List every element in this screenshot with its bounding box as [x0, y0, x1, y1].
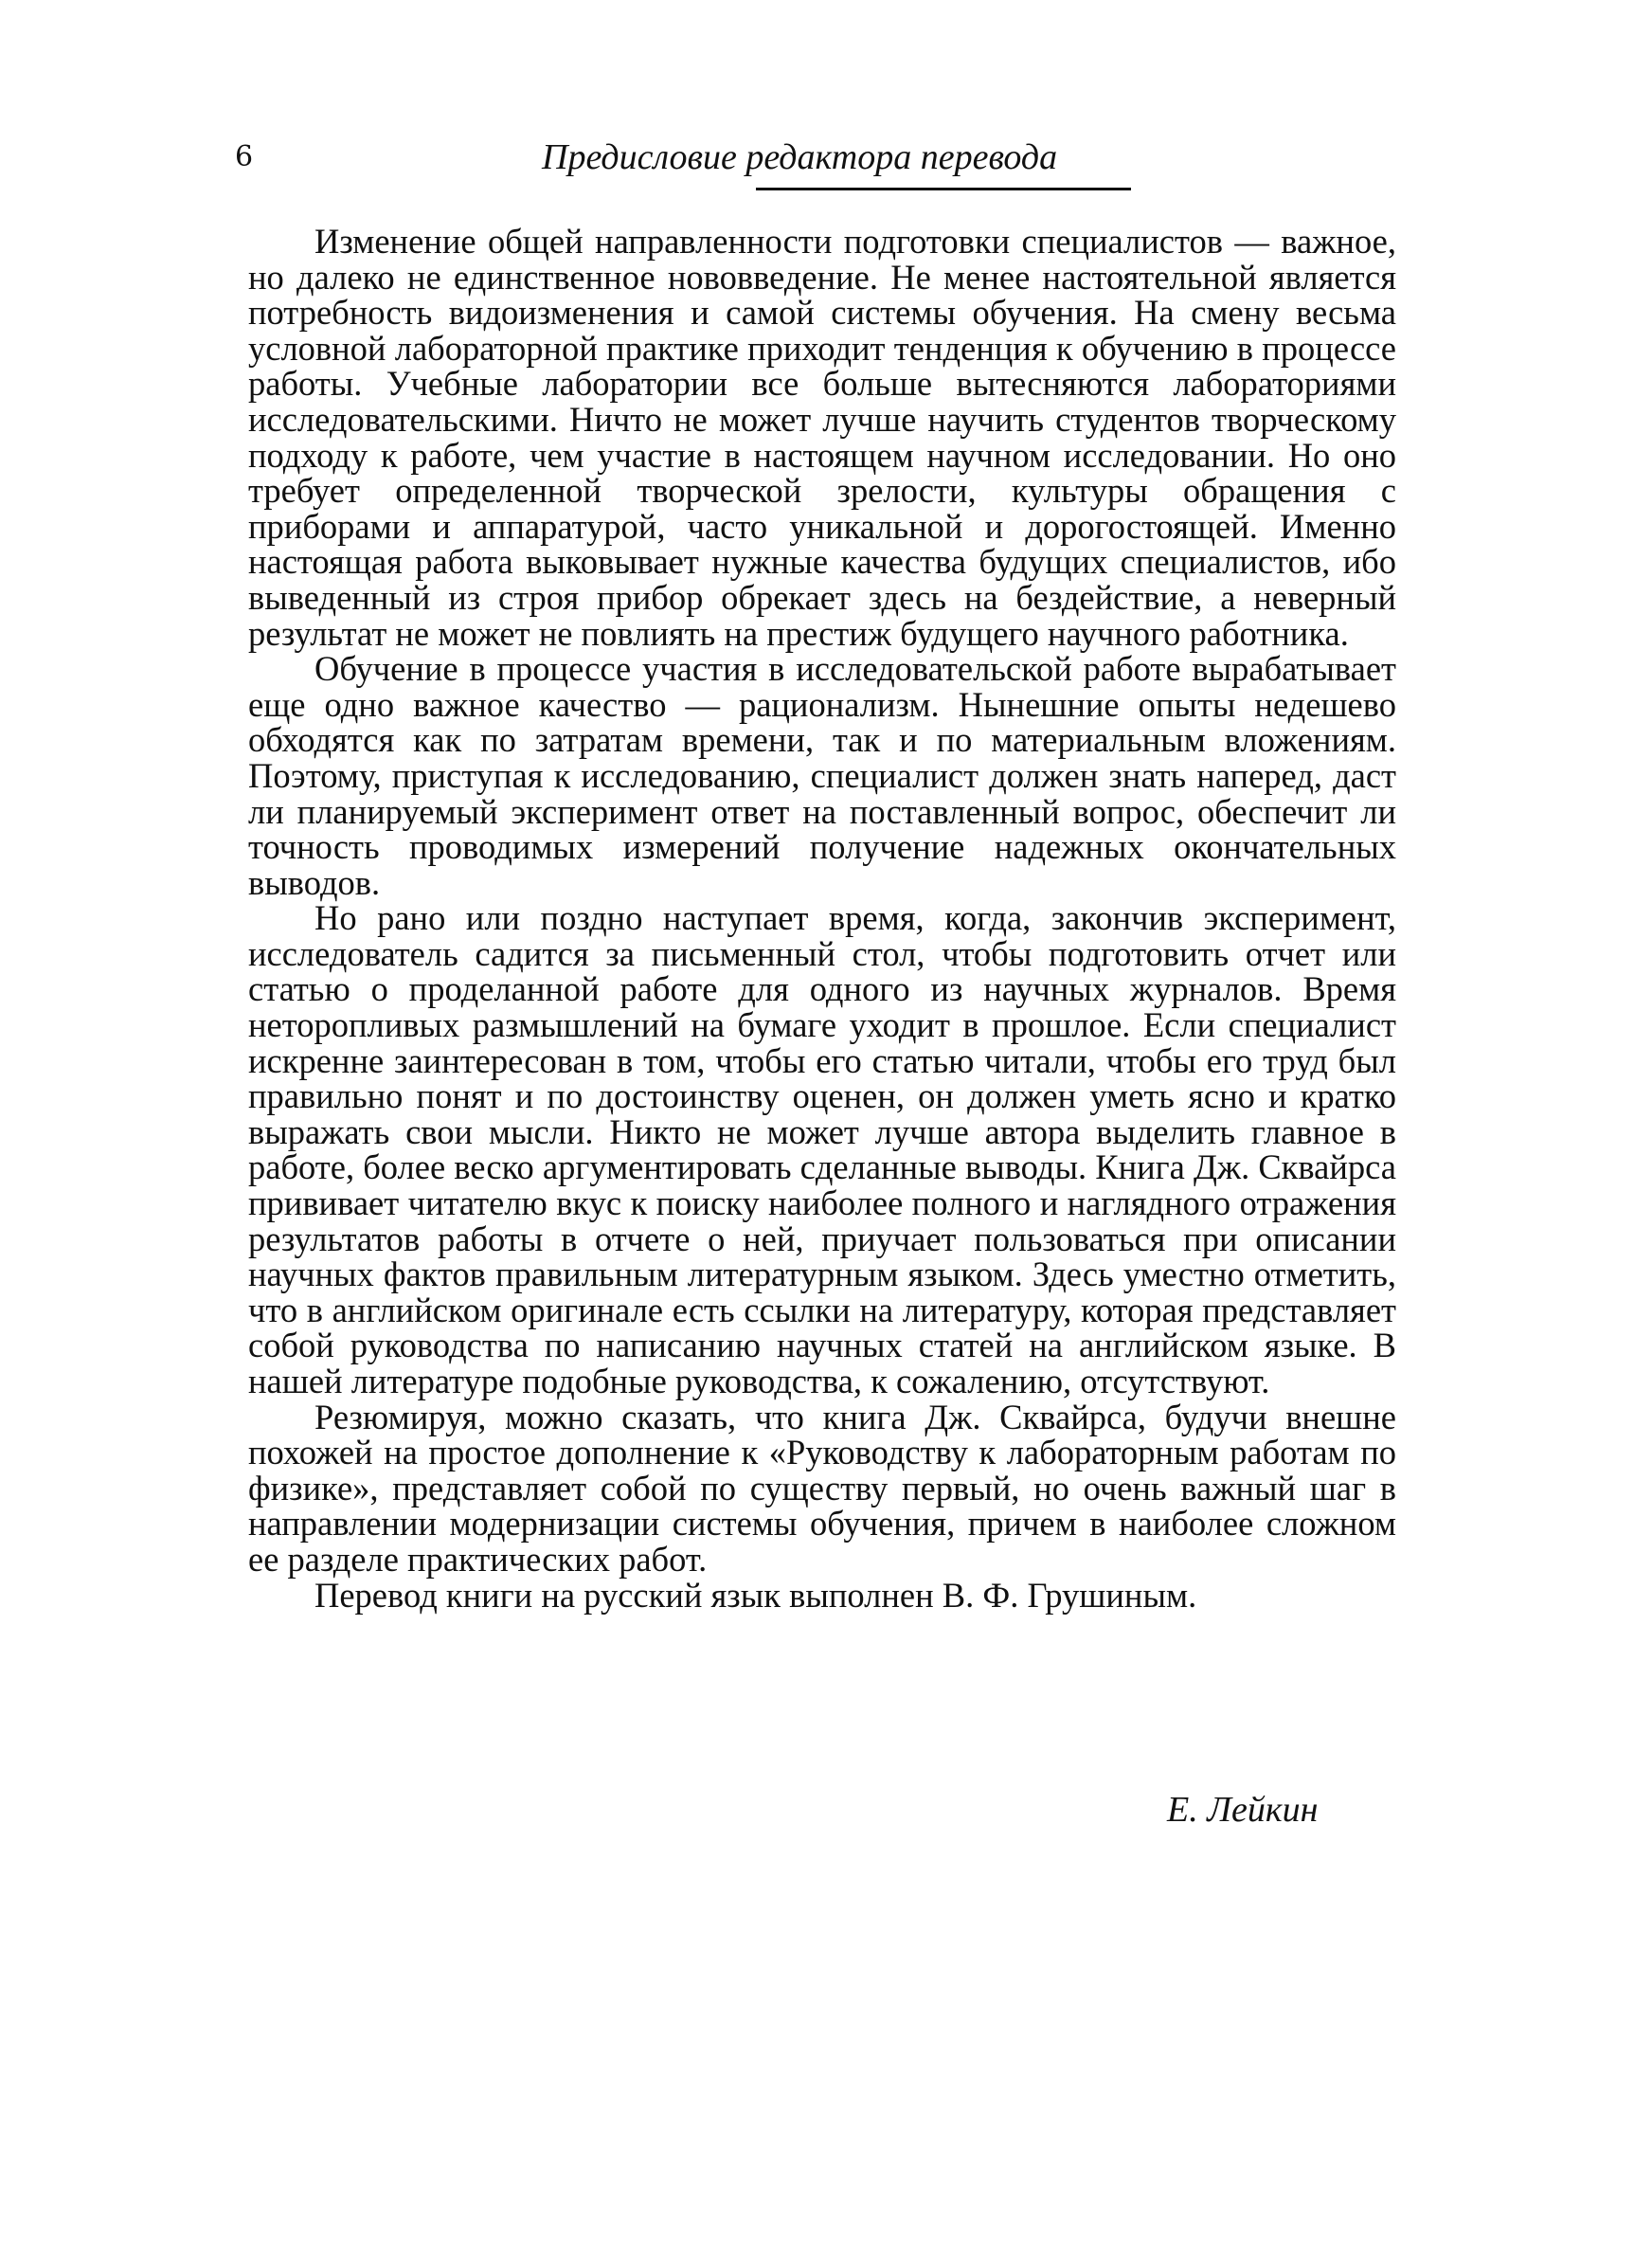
header-rule: [756, 188, 1131, 190]
page-number: 6: [235, 140, 254, 173]
paragraph-4: Резюмируя, можно сказать, что книга Дж. Сквайрса, будучи внешне похожей на простое дополнение к «Руководству к лабораторным работам по физике», представляет собой по существу первый, но очень важный шаг в направлении модернизации системы обучения, причем в наиболее сложном ее разделе практических работ.: [248, 1397, 1396, 1579]
paragraph-5: Перевод книги на русский язык выполнен В. Ф. Грушиным.: [314, 1575, 1197, 1615]
paragraph-2: Обучение в процессе участия в исследовательской работе вырабатывает еще одно важное качество — рационализм. Нынешние опыты недешево обходятся как по затратам времени, так и по материальным вложениям. Поэтому, приступая к исследованию, специалист должен знать наперед, даст ли планируемый эксперимент ответ на поставленный вопрос, обеспечит ли точность проводимых измерений получение надежных окончательных выводов.: [248, 649, 1396, 902]
body-text: [248, 224, 1396, 1613]
editor-signature: Е. Лейкин: [1167, 1790, 1319, 1830]
running-title: Предисловие редактора перевода: [542, 137, 1058, 177]
paragraph-3: Но рано или поздно наступает время, когда, закончив эксперимент, исследователь садится за письменный стол, чтобы подготовить отчет или статью о проделанной работе для одного из научных журналов. Время неторопливых размышлений на бумаге уходит в прошлое. Если специалист искренне заинтересован в том, чтобы его статью читали, чтобы его труд был правильно понят и по достоинству оценен, он должен уметь ясно и кратко выражать свои мысли. Никто не может лучше автора выделить главное в работе, более веско аргументировать сделанные выводы. Книга Дж. Сквайрса прививает читателю вкус к поиску наиболее полного и наглядного отражения результатов работы в отчете о ней, приучает пользоваться при описании научных фактов правильным литературным языком. Здесь уместно отметить, что в английском оригинале есть ссылки на литературу, которая представляет собой руководства по написанию научных статей на английском языке. В нашей литературе подобные руководства, к сожалению, отсутствуют.: [248, 898, 1396, 1400]
paragraph-1: Изменение общей направленности подготовки специалистов — важное, но далеко не единственное нововведение. Не менее настоятельной является потребность видоизменения и самой системы обучения. На смену весьма условной лабораторной практике приходит тенденция к обучению в процессе работы. Учебные лаборатории все больше вытесняются лабораториями исследовательскими. Ничто не может лучше научить студентов творческому подходу к работе, чем участие в настоящем научном исследовании. Но оно требует определенной творческой зрелости, культуры обращения с приборами и аппаратурой, часто уникальной и дорогостоящей. Именно настоящая работа выковывает нужные качества будущих специалистов, ибо выведенный из строя прибор обрекает здесь на бездействие, а неверный результат не может не повлиять на престиж будущего научного работника.: [248, 222, 1396, 653]
